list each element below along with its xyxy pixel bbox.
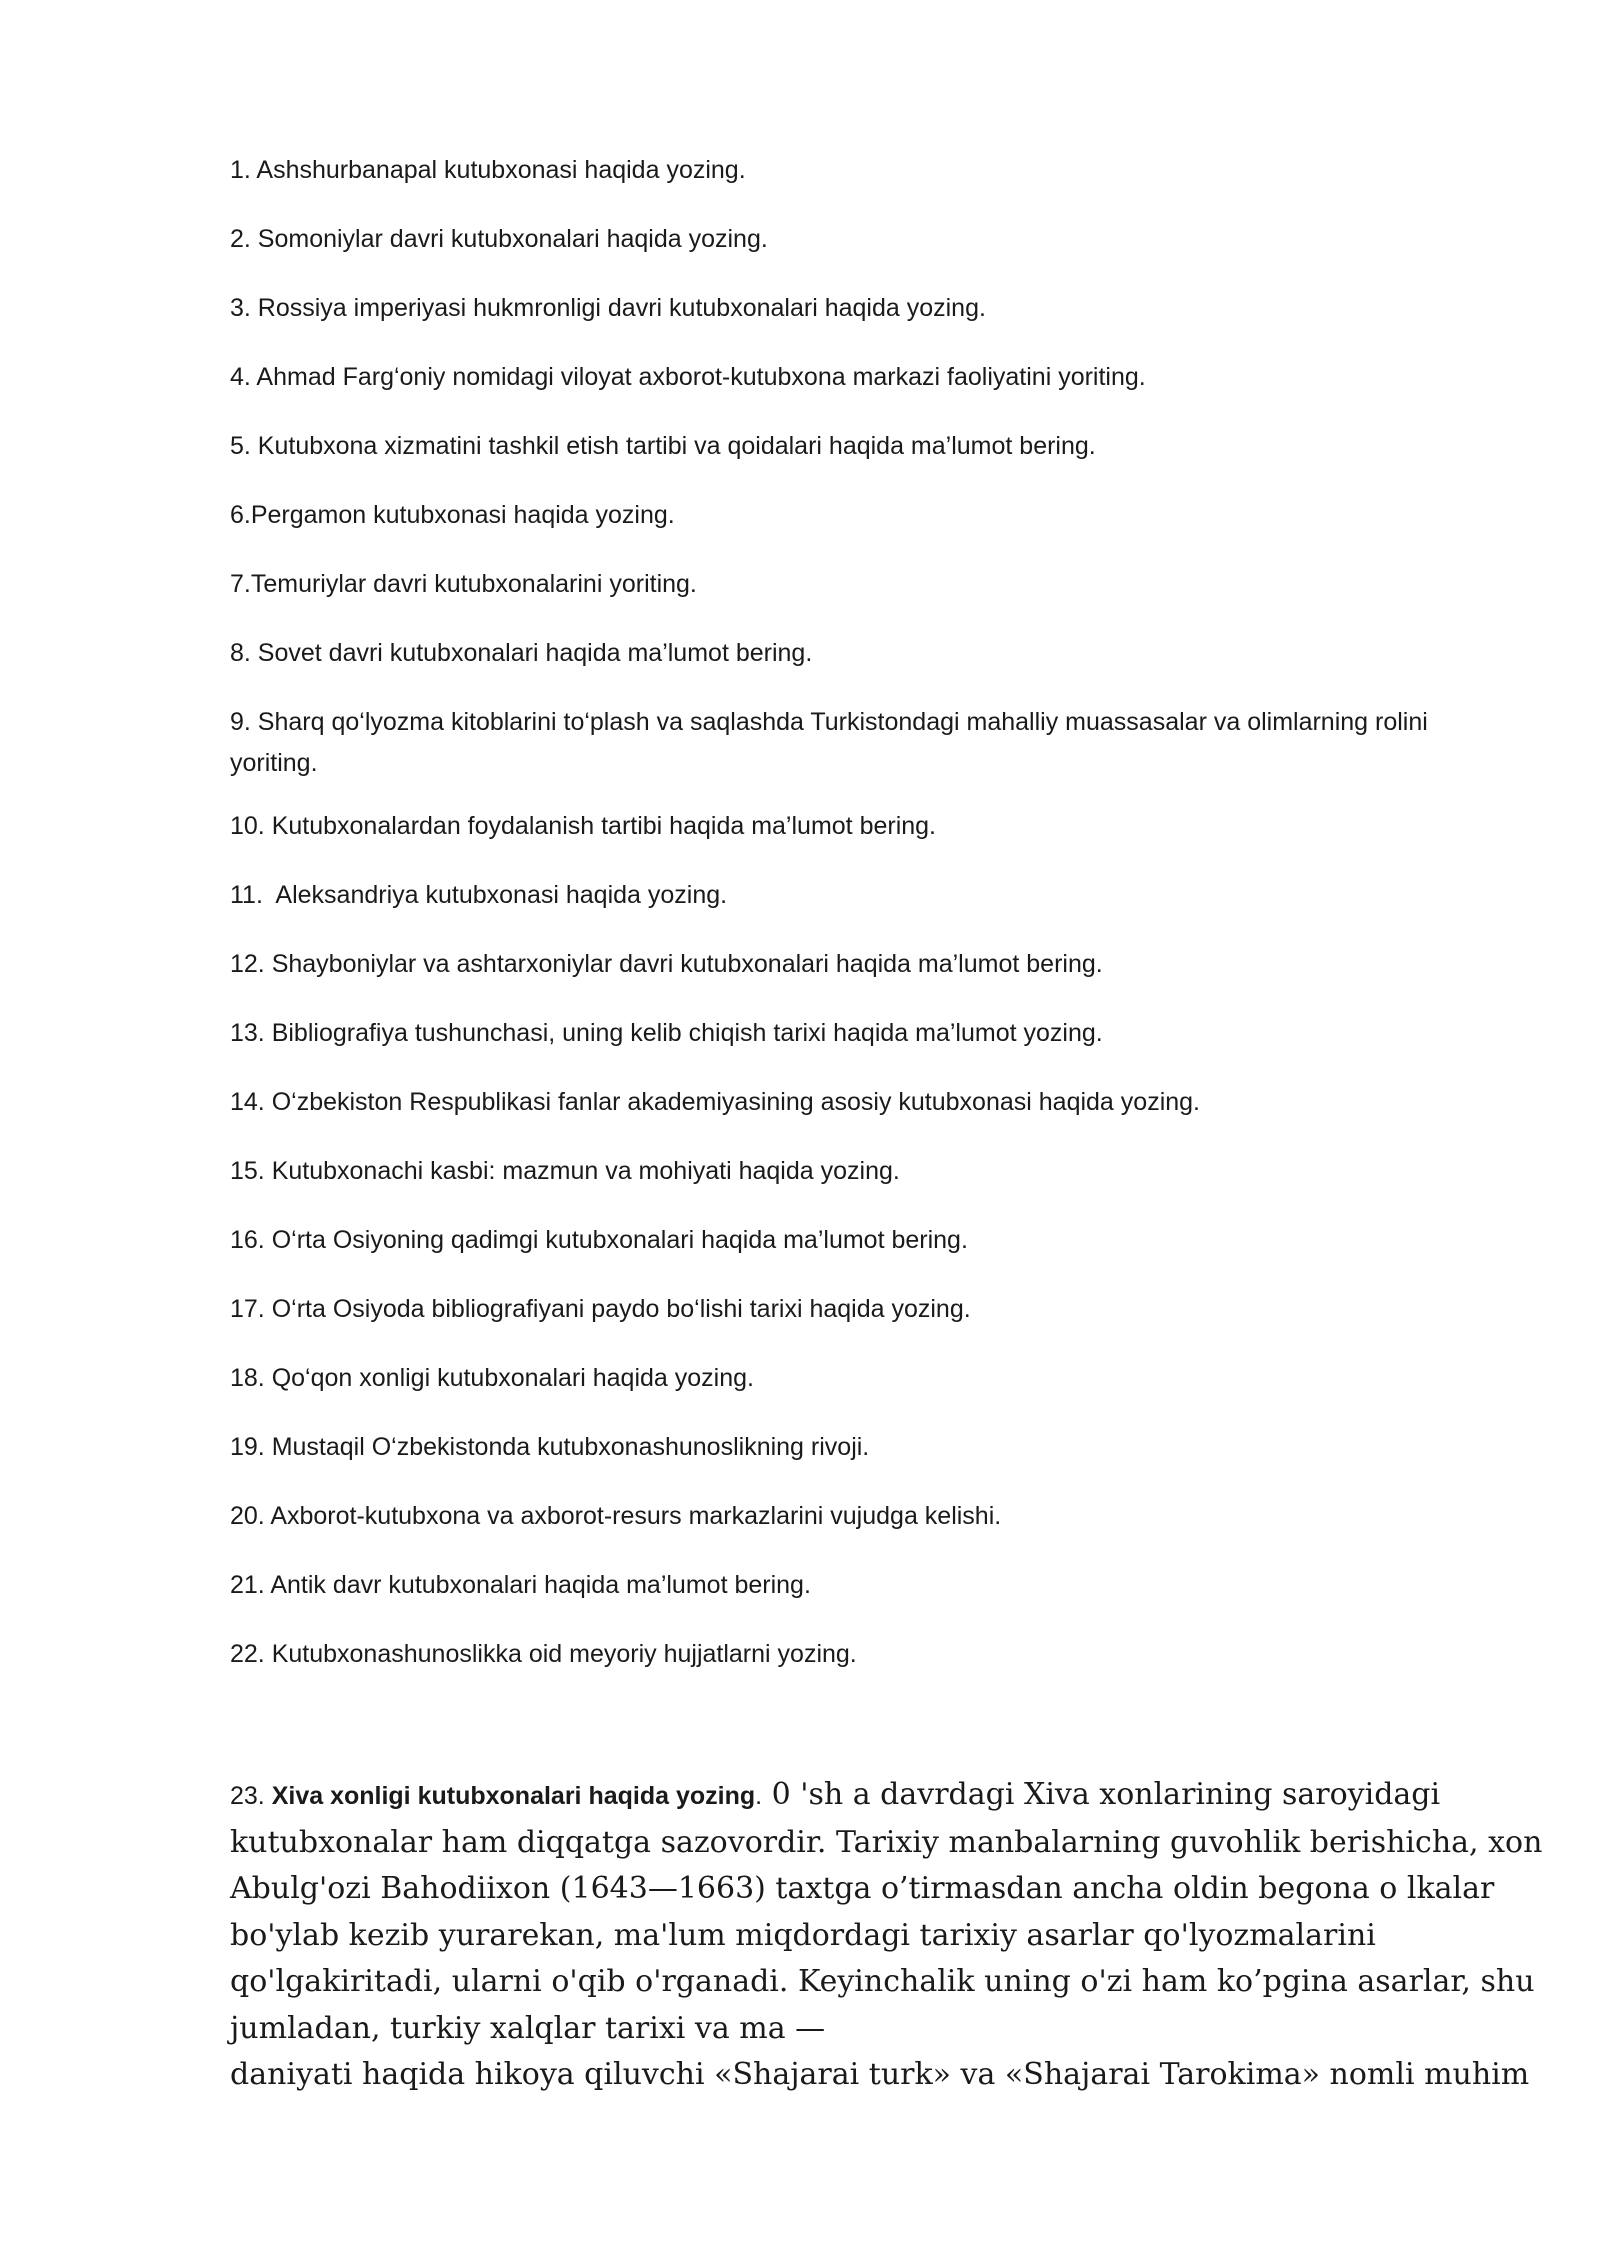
- question-item: 13. Bibliografiya tushunchasi, uning kelib chiqish tarixi haqida ma’lumot yozing.: [230, 1019, 1103, 1047]
- question-item: 4. Ahmad Farg‘oniy nomidagi viloyat axborot-kutubxona markazi faoliyatini yoriting.: [230, 363, 1146, 391]
- question-item: 2. Somoniylar davri kutubxonalari haqida yozing.: [230, 225, 768, 253]
- question-item: 12. Shayboniylar va ashtarxoniylar davri kutubxonalari haqida ma’lumot bering.: [230, 950, 1103, 978]
- question-item: 1. Ashshurbanapal kutubxonasi haqida yozing.: [230, 156, 746, 184]
- paragraph-line: qo'lgakiritadi, ularni o'qib o'rganadi. Keyinchalik uning o'zi ham ko’pgina asarlar, shu: [230, 1964, 1535, 1999]
- question-23-title: Xiva xonligi kutubxonalari haqida yozing: [271, 1782, 756, 1810]
- question-23-paragraph: [230, 1772, 1543, 2099]
- question-item: 15. Kutubxonachi kasbi: mazmun va mohiyati haqida yozing.: [230, 1157, 900, 1185]
- question-item: 21. Antik davr kutubxonalari haqida ma’lumot bering.: [230, 1571, 811, 1599]
- paragraph-line: [230, 1772, 1480, 1820]
- paragraph-line: jumladan, turkiy xalqlar tarixi va ma —: [230, 2010, 826, 2046]
- question-item: 8. Sovet davri kutubxonalari haqida ma’lumot bering.: [230, 639, 813, 667]
- question-item: 18. Qo‘qon xonligi kutubxonalari haqida yozing.: [230, 1364, 754, 1392]
- question-item: 14. O‘zbekiston Respublikasi fanlar akademiyasining asosiy kutubxonasi haqida yozing.: [230, 1088, 1200, 1116]
- question-item: 16. O‘rta Osiyoning qadimgi kutubxonalari haqida ma’lumot bering.: [230, 1226, 968, 1254]
- question-item: 17. O‘rta Osiyoda bibliografiyani paydo bo‘lishi tarixi haqida yozing.: [230, 1295, 971, 1323]
- question-item: 10. Kutubxonalardan foydalanish tartibi haqida ma’lumot bering.: [230, 812, 937, 840]
- question-23-number: 23.: [230, 1782, 272, 1810]
- question-item: 9. Sharq qo‘lyozma kitoblarini to‘plash va saqlashda Turkistondagi mahalliy muassasalar va olimlarning rolini yoriting.: [230, 708, 1435, 777]
- paragraph-line: daniyati haqida hikoya qiluvchi «Shajarai turk» va «Shajarai Tarokima» nomli muhim: [230, 2057, 1530, 2092]
- question-item: 3. Rossiya imperiyasi hukmronligi davri kutubxonalari haqida yozing.: [230, 294, 986, 322]
- paragraph-line: bo'ylab kezib yurarekan, ma'lum miqdordagi tarixiy asarlar qo'lyozmalarini: [230, 1917, 1376, 1953]
- question-item: 19. Mustaqil O‘zbekistonda kutubxonashunoslikning rivoji.: [230, 1433, 870, 1461]
- question-item: 6.Pergamon kutubxonasi haqida yozing.: [230, 501, 675, 529]
- question-list: [230, 150, 1480, 1703]
- paragraph-line-text: 0 'sh a davrdagi Xiva xonlarining saroyidagi: [762, 1777, 1441, 1812]
- question-item: 20. Axborot-kutubxona va axborot-resurs markazlarini vujudga kelishi.: [230, 1502, 1002, 1530]
- question-item: 11. Aleksandriya kutubxonasi haqida yozing.: [230, 881, 728, 909]
- question-item: 5. Kutubxona xizmatini tashkil etish tartibi va qoidalari haqida ma’lumot bering.: [230, 432, 1096, 460]
- question-item: 7.Temuriylar davri kutubxonalarini yoriting.: [230, 570, 697, 598]
- paragraph-line: kutubxonalar ham diqqatga sazovordir. Tarixiy manbalarning guvohlik berishicha, xon: [230, 1824, 1543, 1860]
- paragraph-line: Abulg'ozi Bahodiixon (1643—1663) taxtga o’tirmasdan ancha oldin begona o lkalar: [230, 1871, 1495, 1906]
- question-23-title-end: .: [755, 1782, 763, 1810]
- question-item: 22. Kutubxonashunoslikka oid meyoriy hujjatlarni yozing.: [230, 1640, 857, 1668]
